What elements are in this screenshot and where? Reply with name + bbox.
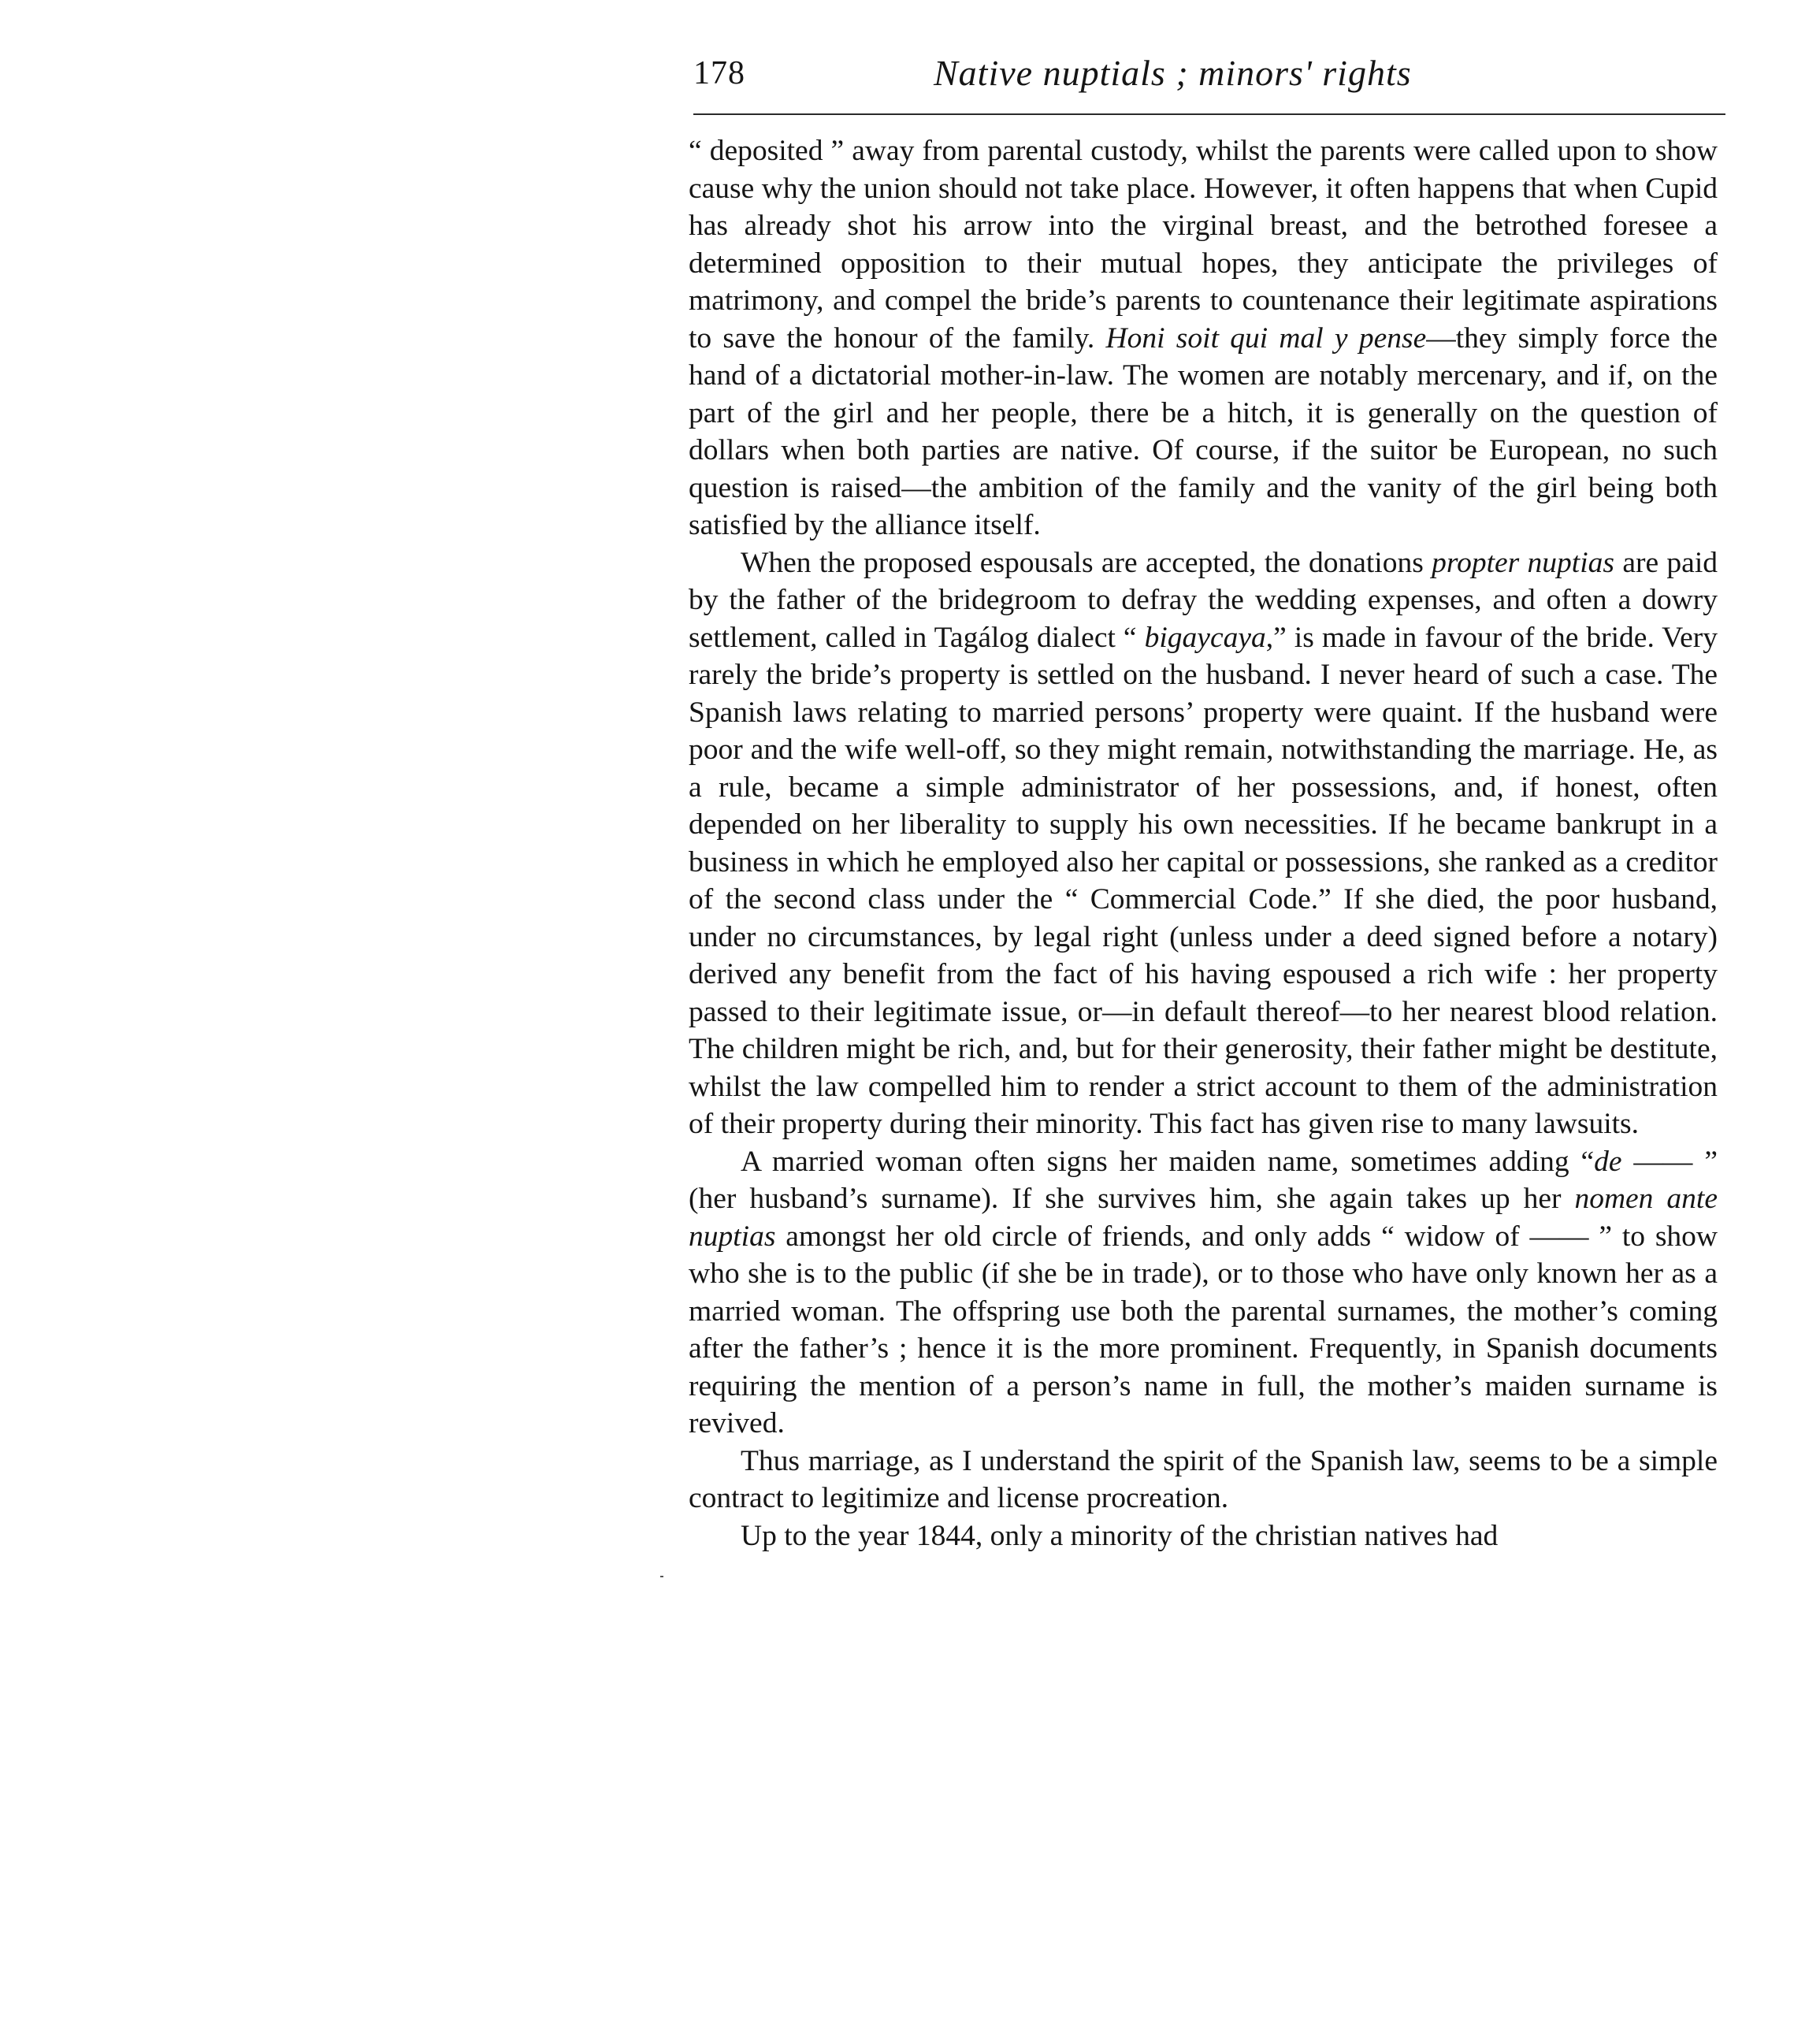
- italic-phrase: de: [1594, 1145, 1622, 1178]
- italic-phrase: Honi soit qui mal y pense: [1105, 321, 1427, 355]
- text-span: —they simply force the hand of a dictatorial mother-in-law. The women are notably mercenary, and if, on the part of the girl and her people, there be a hitch, it is generally on the question of dollars when both parties are native. Of course, if the suitor be European, no such question is raised—the ambition of the family and the vanity of the girl being both satisfied by the alliance itself.: [689, 321, 1718, 541]
- text-span: ,” is made in favour of the bride. Very rarely the bride’s property is settled on the husband. I never heard of such a case. The Spanish laws relating to married persons’ property were quaint. If the husband were poor and the wife well-off, so they might remain, notwithstanding the marriage. He, as a rule, became a simple administrator of her possessions, and, if honest, often depended on her liberality to supply his own necessities. If he became bankrupt in a business in which he employed also her capital or possessions, she ranked as a creditor of the second class under the “ Commercial Code.” If she died, the poor husband, under no circumstances, by legal right (unless under a deed signed before a notary) derived any benefit from the fact of his having espoused a rich wife : her property passed to their legitimate issue, or—in default thereof—to her nearest blood relation. The children might be rich, and, but for their generosity, their father might be destitute, whilst the law compelled him to render a strict account to them of the administration of their property during their minority. This fact has given rise to many lawsuits.: [689, 621, 1718, 1140]
- paragraph-1: [689, 132, 1718, 544]
- italic-phrase: propter nuptias: [1432, 546, 1614, 579]
- margin-speck: [660, 1576, 663, 1577]
- text-span: A married woman often signs her maiden name, sometimes adding “: [741, 1145, 1595, 1178]
- text-span: Up to the year 1844, only a minority of the christian natives had: [741, 1519, 1499, 1552]
- running-title: Native nuptials ; minors' rights: [934, 53, 1412, 93]
- body-text: [689, 132, 1718, 1554]
- italic-phrase: bigaycaya: [1144, 621, 1266, 654]
- paragraph-2: [689, 544, 1718, 1143]
- header-rule: [693, 113, 1725, 115]
- page-header: [693, 50, 1725, 113]
- paragraph-3: [689, 1143, 1718, 1443]
- text-span: —— ” (her husband’s surname). If she survives him, she again takes up her: [689, 1145, 1718, 1215]
- text-span: “ deposited ” away from parental custody, whilst the parents were called upon to show cause why the union should not take place. However, it often happens that when Cupid has already shot his arrow into the virginal breast, and the betrothed foresee a determined opposition to their mutual hopes, they anticipate the privileges of matrimony, and compel the bride’s parents to countenance their legitimate aspirations to save the honour of the family.: [689, 135, 1718, 355]
- paragraph-4: [689, 1443, 1718, 1517]
- text-span: Thus marriage, as I understand the spirit of the Spanish law, seems to be a simple contract to legitimize and license procreation.: [689, 1444, 1718, 1514]
- paragraph-5: [689, 1517, 1718, 1555]
- text-span: amongst her old circle of friends, and only adds “ widow of —— ” to show who she is to the public (if she be in trade), or to those who have only known her as a married woman. The offspring use both the parental surnames, the mother’s coming after the father’s ; hence it is the more prominent. Frequently, in Spanish documents requiring the mention of a person’s name in full, the mother’s maiden surname is revived.: [689, 1220, 1718, 1439]
- page-number: 178: [693, 55, 745, 91]
- italic-phrase: nomen ante nuptias: [689, 1183, 1718, 1253]
- text-span: When the proposed espousals are accepted, the donations: [741, 546, 1432, 579]
- text-span: are paid by the father of the bridegroom to defray the wedding expenses, and often a dowry settlement, called in Tagálog dialect “: [689, 546, 1718, 654]
